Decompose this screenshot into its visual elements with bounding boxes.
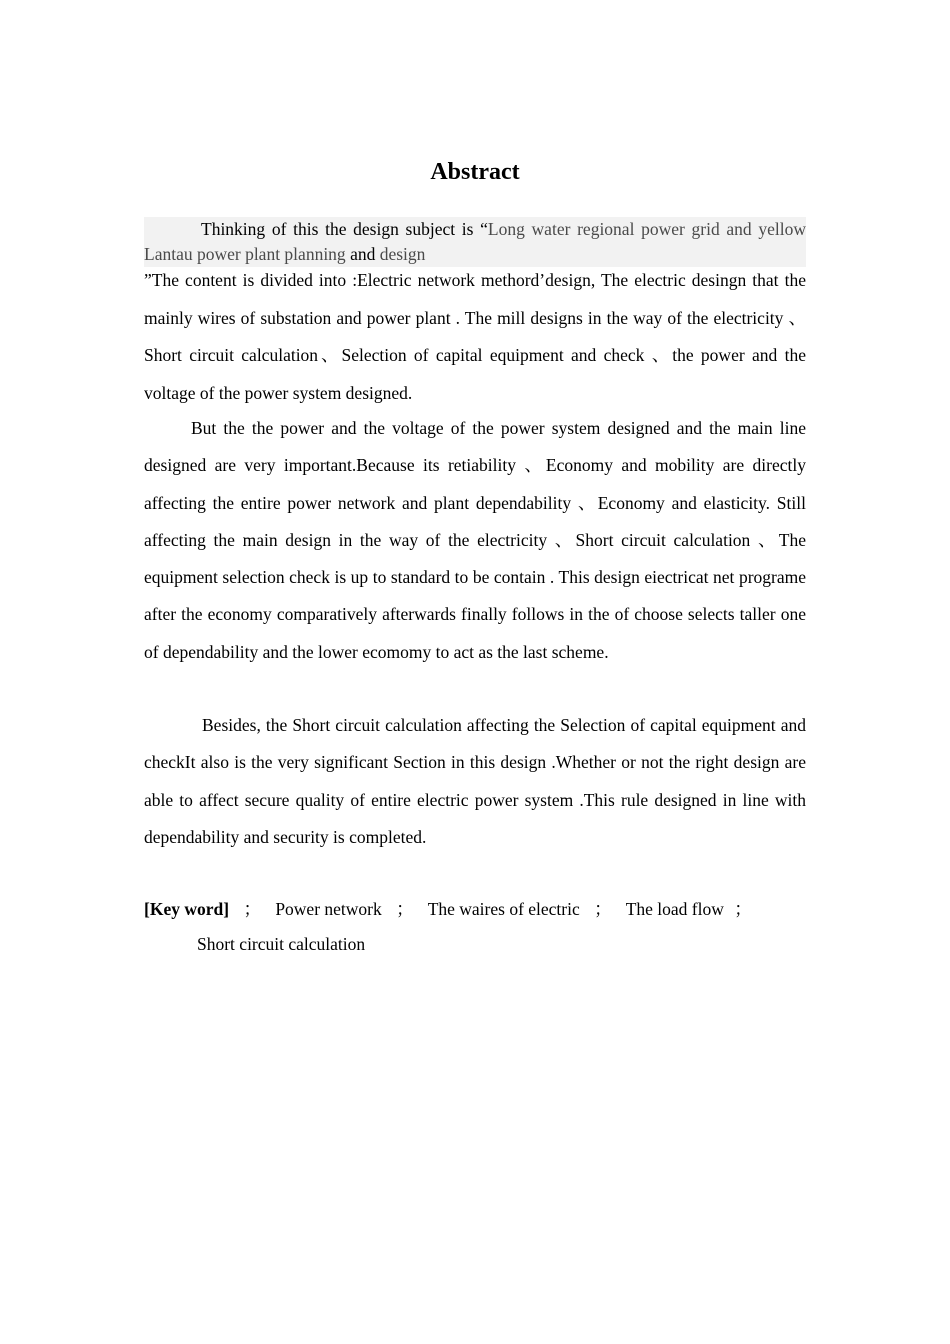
quoted-subject-part-a: Long water regional power grid and yellow Lantau power plant planning (144, 219, 806, 264)
page-title: Abstract (430, 159, 520, 185)
keyword-separator: ； (734, 899, 752, 919)
quoted-subject-and: and (345, 244, 380, 264)
keywords-line-2 (197, 929, 365, 959)
keyword-separator: ； (594, 899, 612, 919)
quoted-subject-part-b: design (379, 244, 426, 264)
keyword-separator: ； (243, 899, 261, 919)
keyword-separator: ； (396, 899, 414, 919)
abstract-paragraph-2: But the the power and the voltage of the power system designed and the main line designed are very important.Because its retiability 、Economy and mobility are directly affecting the entire power network and plant dependability 、Economy and elasticity. Still affecting the main design in the way of the electricity 、Short circuit calculation 、The equipment selection check is up to standard to be contain . This design eiectricat net programe after the economy comparatively afterwards finally follows in the of choose selects taller one of dependability and the lower ecomomy to act as the last scheme. (144, 418, 806, 662)
keyword-item: The waires of electric (427, 899, 580, 919)
keyword-item: Power network (275, 899, 382, 919)
keywords-line-1 (144, 894, 762, 924)
keywords-label: [Key word] (144, 899, 230, 919)
paragraph-1-lead: Thinking of this the design subject is “ (201, 219, 488, 239)
abstract-paragraph-1-body: ”The content is divided into :Electric network methord’design, The electric desingn that the mainly wires of substation and power plant . The mill designs in the way of the electricity 、Short circuit calculation、Selection of capital equipment and check 、the power and the voltage of the power system designed. (144, 270, 806, 403)
abstract-paragraph-3: Besides, the Short circuit calculation affecting the Selection of capital equipment and checkIt also is the very significant Section in this design .Whether or not the right design are able to affect secure quality of entire electric power system .This rule designed in line with dependability and security is completed. (144, 715, 806, 847)
abstract-paragraph-1-highlighted (144, 217, 806, 267)
keyword-item: The load flow (625, 899, 724, 919)
keyword-item: Short circuit calculation (197, 934, 366, 954)
